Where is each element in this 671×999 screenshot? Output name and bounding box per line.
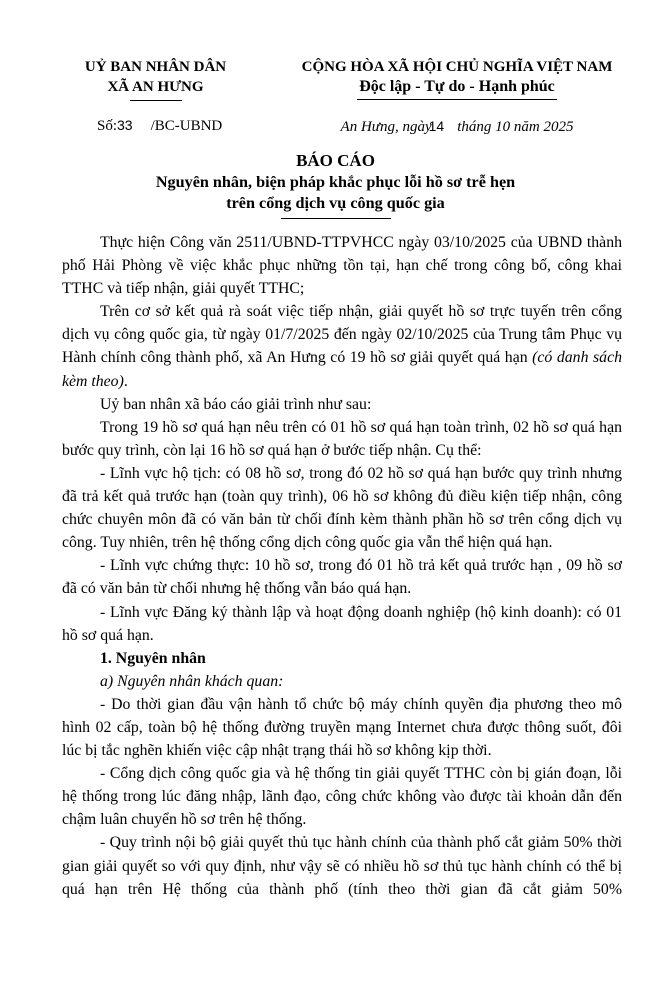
document-subtitle-line1: Nguyên nhân, biện pháp khắc phục lỗi hồ sơ trễ hẹn — [155, 173, 516, 191]
paragraph-text: - Lĩnh vực Đăng ký thành lập và hoạt động doanh nghiệp (hộ kinh doanh): có 01 hồ sơ quá hạn. — [62, 603, 622, 644]
issuing-agency-parent: UỶ BAN NHÂN DÂN — [84, 59, 227, 75]
paragraph-text: - Lĩnh vực chứng thực: 10 hồ sơ, trong đó 01 hồ trả kết quả trước hạn , 09 hồ sơ đã có văn bản từ chối nhưng hệ thống vẫn báo quá hạn. — [62, 557, 622, 598]
issuing-agency-name: XÃ AN HƯNG — [107, 79, 204, 95]
paragraph-text: Trên cơ sở kết quả rà soát việc tiếp nhận, giải quyết hồ sơ trực tuyến trên cổng dịch vụ công quốc gia, từ ngày 01/7/2025 đến ngày 02/10/2025 của Trung tâm Phục vụ Hành chính công thành phố, xã An Hưng có 19 hồ sơ giải quyết quá hạn — [62, 303, 622, 367]
paragraph-text: Trong 19 hồ sơ quá hạn nêu trên có 01 hồ sơ quá hạn toàn trình, 02 hồ sơ quá hạn bước quy trình, còn lại 16 hồ sơ quá hạn ở bước tiếp nhận. Cụ thể: — [62, 418, 622, 459]
document-number-line — [97, 115, 222, 136]
document-title: BÁO CÁO — [296, 151, 375, 170]
date-prefix: An Hưng, ngày — [340, 119, 432, 135]
paragraph-text: Uỷ ban nhân xã báo cáo giải trình như sau: — [100, 395, 372, 413]
section-heading-causes — [62, 647, 622, 670]
heading-text: a) Nguyên nhân khách quan: — [100, 672, 284, 690]
national-header-block — [288, 57, 626, 100]
paragraph — [62, 300, 622, 392]
paragraph — [62, 762, 622, 831]
document-title-block — [0, 150, 671, 219]
paragraph-text-italic: (có danh sách kèm theo) — [62, 349, 622, 390]
place-date-line — [288, 118, 626, 136]
issuer-underline — [130, 100, 182, 101]
paragraph-text: Thực hiện Công văn 2511/UBND-TTPVHCC ngày 03/10/2025 của UBND thành phố Hải Phòng về việc khắc phục những tồn tại, hạn chế trong công bố, công khai TTHC và tiếp nhận, giải quyết TTHC; — [62, 234, 622, 298]
national-name: CỘNG HÒA XÃ HỘI CHỦ NGHĨA VIỆT NAM — [301, 59, 613, 75]
title-underline — [281, 218, 391, 219]
paragraph — [62, 693, 622, 762]
paragraph-text: - Lĩnh vực hộ tịch: có 08 hồ sơ, trong đó 02 hồ sơ quá hạn bước quy trình nhưng đã trả kết quả trước hạn (toàn quy trình), 06 hồ sơ không đủ điều kiện tiếp nhận, công chức chuyên môn đã có văn bản từ chối đính kèm thành phần hồ sơ trên cổng dịch vụ công. Tuy nhiên, trên hệ thống cổng dịch công quốc gia vẫn thể hiện quá hạn. — [62, 464, 622, 552]
paragraph — [62, 554, 622, 600]
paragraph-text: - Do thời gian đầu vận hành tổ chức bộ máy chính quyền địa phương theo mô hình 02 cấp, toàn bộ hệ thống đường truyền mạng Internet chưa được thông suốt, đôi lúc bị tắc nghẽn khiến việc cập nhật trạng thái hồ sơ không kịp thời. — [62, 695, 622, 760]
date-day-value: 14 — [428, 118, 445, 134]
paragraph — [62, 831, 622, 900]
heading-text: 1. Nguyên nhân — [100, 649, 206, 667]
document-subtitle-line2: trên cổng dịch vụ công quốc gia — [226, 194, 445, 212]
paragraph-text: . — [123, 372, 128, 390]
paragraph-text: - Cổng dịch công quốc gia và hệ thống tin giải quyết TTHC còn bị gián đoạn, lỗi hệ thống trong lúc đăng nhập, lãnh đạo, công chức không vào được tài khoản dẫn đến chậm luân chuyển hồ sơ trên hệ thống. — [62, 765, 622, 829]
issuing-agency-block — [48, 57, 263, 101]
doc-number-symbol: /BC-UBND — [150, 118, 223, 134]
paragraph-text: - Quy trình nội bộ giải quyết thủ tục hành chính của thành phố cắt giảm 50% thời gian giải quyết so với quy định, như vậy sẽ có nhiều hồ sơ thủ tục hành chính có thể bị quá hạn trên Hệ thống của thành phố (tính theo thời gian đã cắt giảm 50% — [62, 834, 622, 898]
paragraph — [62, 601, 622, 647]
paragraph — [62, 416, 622, 462]
subsection-heading-objective-causes — [62, 670, 622, 693]
doc-number-value: 33 — [117, 117, 133, 133]
date-suffix: tháng 10 năm 2025 — [457, 119, 574, 135]
national-motto: Độc lập - Tự do - Hạnh phúc — [357, 77, 557, 100]
doc-number-label: Số: — [97, 118, 118, 134]
paragraph — [62, 393, 622, 416]
paragraph — [62, 462, 622, 554]
document-body — [62, 231, 622, 901]
paragraph — [62, 231, 622, 300]
